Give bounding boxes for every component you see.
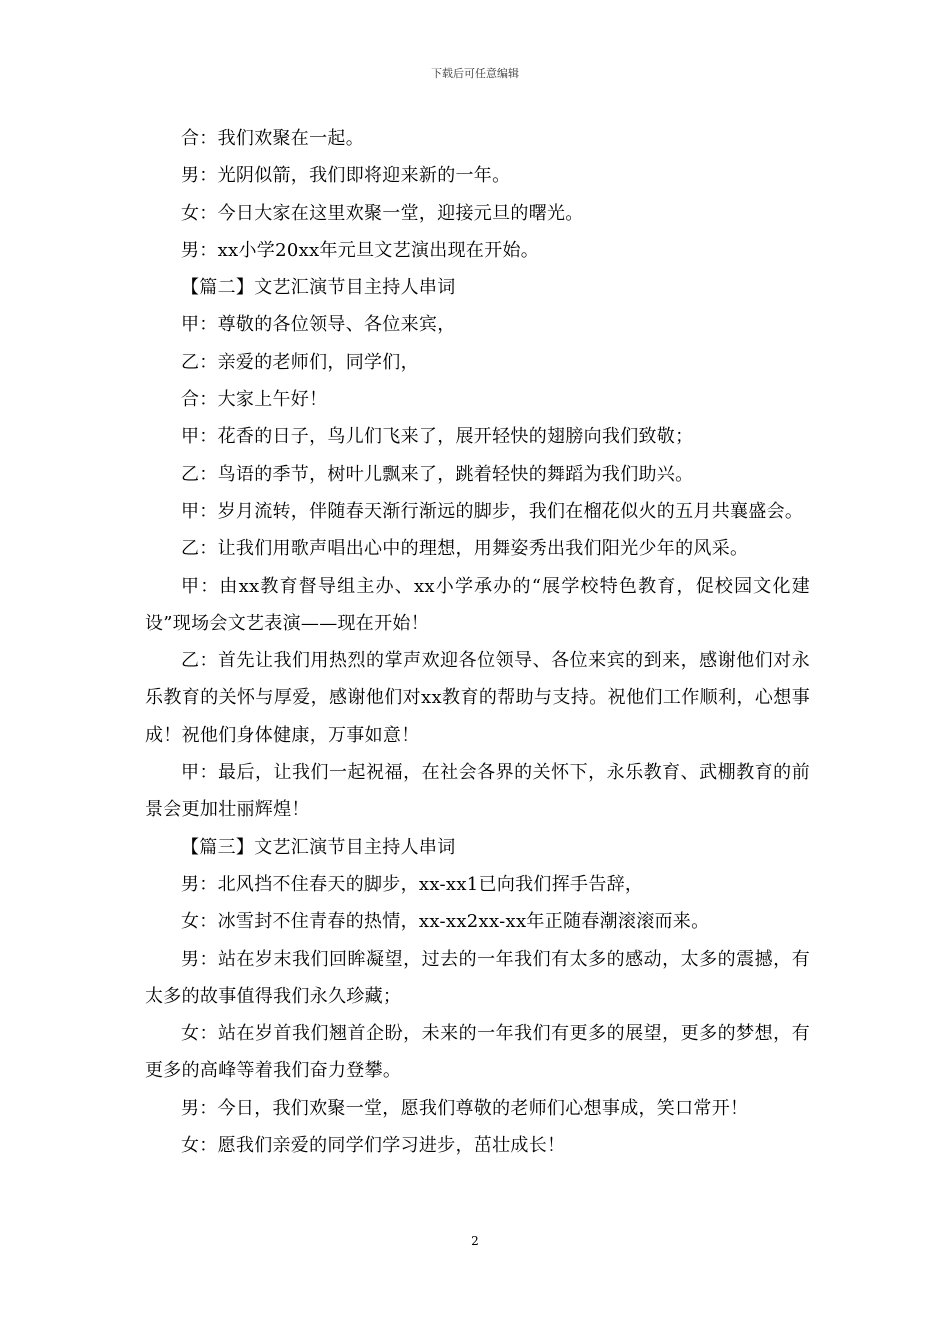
paragraph: 男：站在岁末我们回眸凝望，过去的一年我们有太多的感动，太多的震撼，有太多的故事值得我们永久珍藏； (145, 948, 810, 1007)
page-number: 2 (471, 1234, 479, 1248)
paragraph: 女：站在岁首我们翘首企盼，未来的一年我们有更多的展望，更多的梦想，有更多的高峰等着我们奋力登攀。 (145, 1023, 810, 1082)
paragraph: 合：大家上午好！ (181, 389, 328, 411)
page-header: 下载后可任意编辑 (431, 67, 519, 80)
paragraph: 男：北风挡不住春天的脚步，xx-xx1已向我们挥手告辞， (181, 873, 644, 895)
paragraph: 甲：花香的日子，鸟儿们飞来了，展开轻快的翅膀向我们致敬； (181, 426, 694, 448)
paragraph: 乙：亲爱的老师们，同学们， (181, 351, 419, 373)
section-heading: 【篇三】文艺汇演节目主持人串词 (181, 836, 456, 858)
paragraph: 乙：鸟语的季节，树叶儿飘来了，跳着轻快的舞蹈为我们助兴。 (181, 463, 694, 485)
paragraph: 合：我们欢聚在一起。 (181, 128, 364, 149)
paragraph: 男：xx小学20xx年元旦文艺演出现在开始。 (181, 239, 540, 261)
paragraph: 男：光阴似箭，我们即将迎来新的一年。 (181, 165, 511, 187)
paragraph: 男：今日，我们欢聚一堂，愿我们尊敬的老师们心想事成，笑口常开！ (181, 1097, 749, 1119)
document-body (145, 120, 810, 1164)
paragraph: 乙：让我们用歌声唱出心中的理想，用舞姿秀出我们阳光少年的风采。 (181, 538, 749, 560)
paragraph: 女：今日大家在这里欢聚一堂，迎接元旦的曙光。 (181, 202, 584, 224)
paragraph: 甲：岁月流转，伴随春天渐行渐远的脚步，我们在榴花似火的五月共襄盛会。 (181, 500, 804, 522)
paragraph: 女：冰雪封不住青春的热情，xx-xx2xx-xx年正随春潮滚滚而来。 (181, 911, 710, 933)
section-heading: 【篇二】文艺汇演节目主持人串词 (181, 277, 456, 299)
paragraph: 甲：尊敬的各位领导、各位来宾， (181, 314, 456, 336)
paragraph: 女：愿我们亲爱的同学们学习进步，茁壮成长！ (181, 1135, 566, 1157)
paragraph: 甲：由xx教育督导组主办、xx小学承办的“展学校特色教育，促校园文化建设”现场会文艺表演——现在开始！ (145, 575, 810, 634)
paragraph: 乙：首先让我们用热烈的掌声欢迎各位领导、各位来宾的到来，感谢他们对永乐教育的关怀与厚爱，感谢他们对xx教育的帮助与支持。祝他们工作顺利，心想事成！祝他们身体健康，万事如意！ (145, 650, 810, 746)
paragraph: 甲：最后，让我们一起祝福，在社会各界的关怀下，永乐教育、武棚教育的前景会更加壮丽辉煌！ (145, 762, 810, 821)
